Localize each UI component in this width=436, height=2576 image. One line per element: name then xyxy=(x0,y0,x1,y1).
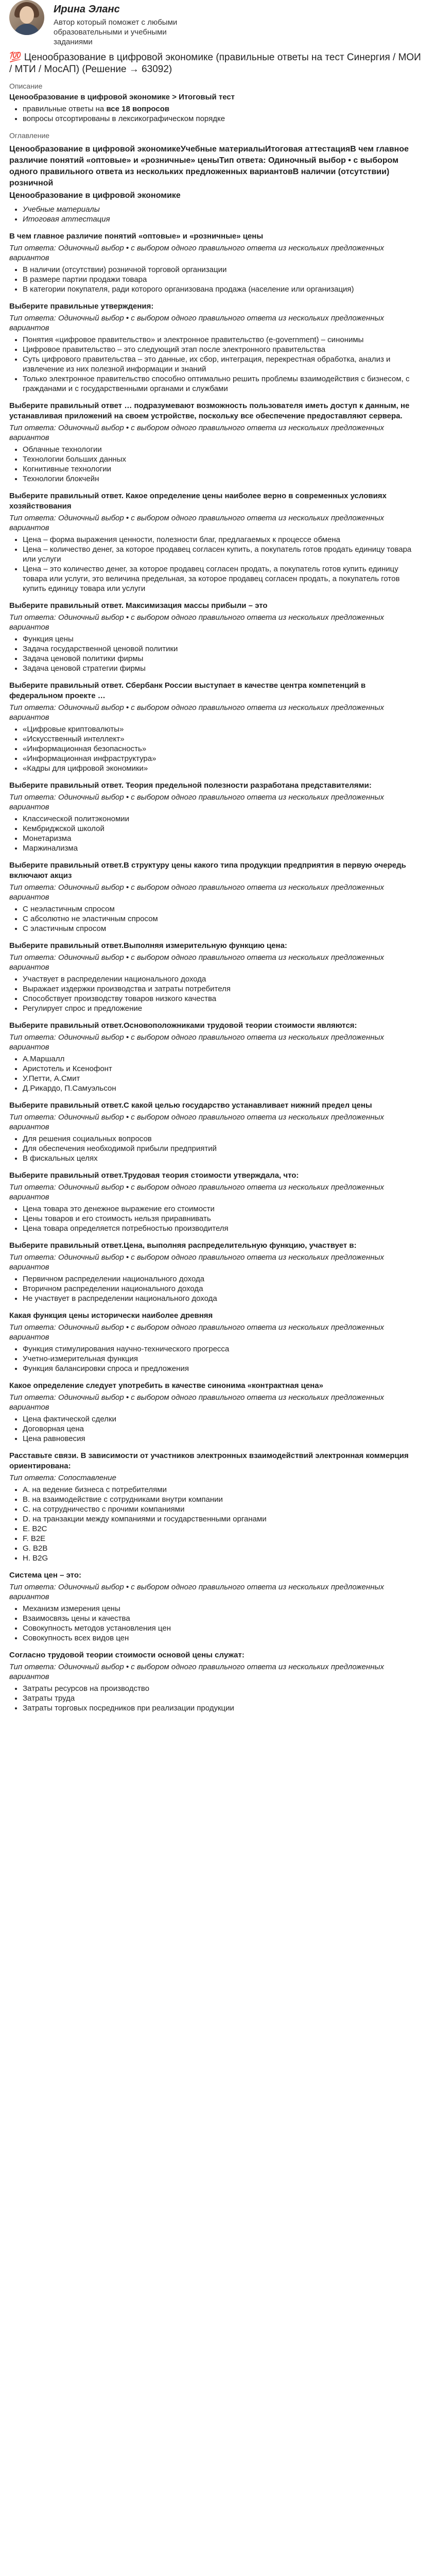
answer-type: Тип ответа: Одиночный выбор • с выбором одного правильного ответа из нескольких предложенных вариантов xyxy=(9,883,385,902)
answer-type: Тип ответа: Одиночный выбор • с выбором одного правильного ответа из нескольких предложенных вариантов xyxy=(9,244,385,262)
answer-option: • Монетаризма xyxy=(23,834,421,843)
answer-option: • Первичном распределении национального дохода xyxy=(23,1274,421,1284)
options-list xyxy=(9,265,421,294)
summary-item: • правильные ответы на все 18 вопросов xyxy=(23,104,421,114)
answer-type: Тип ответа: Одиночный выбор • с выбором одного правильного ответа из нескольких предложенных вариантов xyxy=(9,1393,385,1412)
answer-option: • Цена – это количество денег, за которое продавец согласен продать, а покупатель готов купить единицу товара или услуги, это величина предельная, за которое продавец согласен продать, а покупатель готов купить единицу товара или услуги xyxy=(23,564,421,594)
answer-option: • Технологии блокчейн xyxy=(23,474,421,484)
question-title: Система цен – это: xyxy=(9,1571,81,1580)
answer-option: • Совокупность методов установления цен xyxy=(23,1623,421,1633)
test-path: Ценообразование в цифровой экономике > Итоговый тест xyxy=(9,93,235,101)
question-title: Выберите правильный ответ. Сбербанк России выступает в качестве центра компетенций в федеральном проекте … xyxy=(9,681,366,700)
options-list xyxy=(9,335,421,394)
options-list xyxy=(9,535,421,594)
options-list xyxy=(9,904,421,934)
answer-option: • Д.Рикардо, П.Самуэльсон xyxy=(23,1083,421,1093)
answer-option: • Аристотель и Ксенофонт xyxy=(23,1064,421,1074)
answer-option: • С неэластичным спросом xyxy=(23,904,421,914)
question-block xyxy=(9,1570,421,1643)
question-block xyxy=(9,781,421,853)
question-title: Какая функция цены исторически наиболее древняя xyxy=(9,1311,213,1320)
question-title: Выберите правильный ответ … подразумевают возможность пользователя иметь доступ к данным, не устанавливая приложений на своем устройстве, поскольку все обеспечение предоставляют сервера. xyxy=(9,401,410,420)
question-title: Выберите правильный ответ.Выполняя измерительную функцию цена: xyxy=(9,941,287,950)
question-block xyxy=(9,1451,421,1563)
question-title: Согласно трудовой теории стоимости основой цены служат: xyxy=(9,1651,245,1659)
answer-option: • А.Маршалл xyxy=(23,1054,421,1064)
answer-type: Тип ответа: Одиночный выбор • с выбором одного правильного ответа из нескольких предложенных вариантов xyxy=(9,1323,385,1342)
answer-option: • Цены товаров и его стоимость нельзя приравнивать xyxy=(23,1214,421,1224)
question-block xyxy=(9,1021,421,1093)
options-list xyxy=(9,1134,421,1163)
answer-option: • У.Петти, А.Смит xyxy=(23,1074,421,1083)
answer-option: • В размере партии продажи товара xyxy=(23,275,421,284)
answer-type: Тип ответа: Одиночный выбор • с выбором одного правильного ответа из нескольких предложенных вариантов xyxy=(9,1253,385,1272)
answer-option: • «Информационная безопасность» xyxy=(23,744,421,754)
answer-option: • Цена – количество денег, за которое продавец согласен купить, а покупатель готов продать единицу товара или услуги xyxy=(23,545,421,564)
answer-option: • Не участвует в распределении национального дохода xyxy=(23,1294,421,1303)
answer-option: • Участвует в распределении национального дохода xyxy=(23,974,421,984)
answer-option: • Маржинализма xyxy=(23,843,421,853)
answer-option: • Регулирует спрос и предложение xyxy=(23,1004,421,1013)
answer-option: • Цена товара определяется потребностью производителя xyxy=(23,1224,421,1233)
answer-type: Тип ответа: Сопоставление xyxy=(9,1473,116,1482)
options-list xyxy=(9,1414,421,1444)
question-title: Выберите правильный ответ. Максимизация массы прибыли – это xyxy=(9,601,268,610)
answer-option: • Когнитивные технологии xyxy=(23,464,421,474)
answer-type: Тип ответа: Одиночный выбор • с выбором одного правильного ответа из нескольких предложенных вариантов xyxy=(9,514,385,532)
answer-option: • B. на взаимодействие с сотрудниками внутри компании xyxy=(23,1495,421,1504)
question-block xyxy=(9,1381,421,1444)
answer-option: • D. на транзакции между компаниями и государственными органами xyxy=(23,1514,421,1524)
answer-type: Тип ответа: Одиночный выбор • с выбором одного правильного ответа из нескольких предложенных вариантов xyxy=(9,423,385,442)
question-block xyxy=(9,301,421,394)
answer-option: • «Искусственный интеллект» xyxy=(23,734,421,744)
author-description: Автор который поможет с любыми образовательными и учебными заданиями xyxy=(54,18,178,46)
question-block xyxy=(9,401,421,484)
page-title: 💯 Ценообразование в цифровой экономике (правильные ответы на тест Синергия / МОИ / МТИ / МосАП) (Решение → 63092) xyxy=(9,52,421,75)
question-title: Выберите правильный ответ.Трудовая теория стоимости утверждала, что: xyxy=(9,1171,299,1180)
answer-option: • Цена равновесия xyxy=(23,1434,421,1444)
answer-option: • Суть цифрового правительства – это данные, их сбор, интеграция, перекрестная обработка, анализ и извлечение из них полезной информации и знаний xyxy=(23,354,421,374)
answer-option: • Вторичном распределении национального дохода xyxy=(23,1284,421,1294)
question-title: Выберите правильный ответ. Теория предельной полезности разработана представителями: xyxy=(9,781,372,790)
answer-type: Тип ответа: Одиночный выбор • с выбором одного правильного ответа из нескольких предложенных вариантов xyxy=(9,1583,385,1601)
author-avatar[interactable] xyxy=(9,0,44,35)
toc-title[interactable]: Ценообразование в цифровой экономикеУчебные материалыИтоговая аттестацияВ чем главное различие понятий «оптовые» и «розничные» ценыТип ответа: Одиночный выбор • с выбором одного правильного ответа из нескольких предложенных вариантовВ наличии (отсутствии) розничной xyxy=(9,145,409,188)
answer-option: • Классической политэкономии xyxy=(23,814,421,824)
answer-option: • Задача ценовой стратегии фирмы xyxy=(23,664,421,673)
answer-option: • В фискальных целях xyxy=(23,1154,421,1163)
question-title: В чем главное различие понятий «оптовые» и «розничные» цены xyxy=(9,232,264,241)
answer-option: • «Кадры для цифровой экономики» xyxy=(23,764,421,773)
answer-option: • G. B2B xyxy=(23,1544,421,1553)
answer-option: • Затраты труда xyxy=(23,1693,421,1703)
question-block xyxy=(9,681,421,773)
question-block xyxy=(9,941,421,1013)
question-block xyxy=(9,491,421,594)
answer-option: • Цена фактической сделки xyxy=(23,1414,421,1424)
answer-option: • Цена товара это денежное выражение его стоимости xyxy=(23,1204,421,1214)
answer-option: • Выражает издержки производства и затраты потребителя xyxy=(23,984,421,994)
options-list xyxy=(9,1204,421,1233)
answer-option: • Понятия «цифровое правительство» и электронное правительство (e-government) – синонимы xyxy=(23,335,421,345)
options-list xyxy=(9,1485,421,1563)
toc-list xyxy=(9,205,421,224)
options-list xyxy=(9,1604,421,1643)
answer-option: • Задача государственной ценовой политики xyxy=(23,644,421,654)
answer-option: • H. B2G xyxy=(23,1553,421,1563)
answer-option: • E. B2C xyxy=(23,1524,421,1534)
author-card xyxy=(9,0,421,46)
answer-type: Тип ответа: Одиночный выбор • с выбором одного правильного ответа из нескольких предложенных вариантов xyxy=(9,703,385,722)
answer-type: Тип ответа: Одиночный выбор • с выбором одного правильного ответа из нескольких предложенных вариантов xyxy=(9,1663,385,1681)
options-list xyxy=(9,814,421,853)
answer-option: • Функция цены xyxy=(23,634,421,644)
question-block xyxy=(9,601,421,673)
answer-option: • Цифровое правительство – это следующий этап после электронного правительства xyxy=(23,345,421,354)
answer-option: • С абсолютно не эластичным спросом xyxy=(23,914,421,924)
answer-option: • Технологии больших данных xyxy=(23,454,421,464)
question-block xyxy=(9,1650,421,1713)
answer-option: • «Цифровые криптовалюты» xyxy=(23,724,421,734)
question-block xyxy=(9,1100,421,1163)
answer-option: • Облачные технологии xyxy=(23,445,421,454)
question-title: Выберите правильный ответ. Какое определение цены наиболее верно в современных условиях хозяйствования xyxy=(9,492,387,511)
answer-option: • A. на ведение бизнеса с потребителями xyxy=(23,1485,421,1495)
answer-option: • Договорная цена xyxy=(23,1424,421,1434)
answer-option: • «Информационная инфраструктура» xyxy=(23,754,421,764)
options-list xyxy=(9,1344,421,1374)
answer-option: • Затраты торговых посредников при реализации продукции xyxy=(23,1703,421,1713)
answer-option: • Взаимосвязь цены и качества xyxy=(23,1614,421,1623)
answer-option: • Для обеспечения необходимой прибыли предприятий xyxy=(23,1144,421,1154)
answer-type: Тип ответа: Одиночный выбор • с выбором одного правильного ответа из нескольких предложенных вариантов xyxy=(9,793,385,811)
description-label: Описание xyxy=(9,82,43,90)
summary-list xyxy=(9,104,421,124)
question-block xyxy=(9,231,421,294)
options-list xyxy=(9,445,421,484)
question-block xyxy=(9,860,421,934)
answer-type: Тип ответа: Одиночный выбор • с выбором одного правильного ответа из нескольких предложенных вариантов xyxy=(9,314,385,332)
toc-item[interactable]: • Итоговая аттестация xyxy=(23,214,421,224)
answer-type: Тип ответа: Одиночный выбор • с выбором одного правильного ответа из нескольких предложенных вариантов xyxy=(9,953,385,972)
question-title: Какое определение следует употребить в качестве синонима «контрактная цена» xyxy=(9,1381,323,1390)
toc-heading[interactable]: Ценообразование в цифровой экономике xyxy=(9,191,181,200)
answer-option: • C. на сотрудничество с прочими компаниями xyxy=(23,1504,421,1514)
answer-option: • Функция стимулирования научно-технического прогресса xyxy=(23,1344,421,1354)
answer-option: • Только электронное правительство способно оптимально решить проблемы взаимодействия с бизнесом, с гражданами и с государственными органами и службами xyxy=(23,374,421,394)
options-list xyxy=(9,634,421,673)
question-title: Выберите правильный ответ.С какой целью государство устанавливает нижний предел цены xyxy=(9,1101,372,1110)
answer-type: Тип ответа: Одиночный выбор • с выбором одного правильного ответа из нескольких предложенных вариантов xyxy=(9,1113,385,1131)
answer-option: • F. B2E xyxy=(23,1534,421,1544)
answer-type: Тип ответа: Одиночный выбор • с выбором одного правильного ответа из нескольких предложенных вариантов xyxy=(9,613,385,632)
toc-item[interactable]: • Учебные материалы xyxy=(23,205,421,214)
options-list xyxy=(9,1274,421,1303)
answer-option: • Цена – форма выражения ценности, полезности благ, предлагаемых к процессе обмена xyxy=(23,535,421,545)
answer-option: • Способствует производству товаров низкого качества xyxy=(23,994,421,1004)
answer-option: • В категории покупателя, ради которого организована продажа (население или организация) xyxy=(23,284,421,294)
question-block xyxy=(9,1241,421,1303)
answer-option: • Затраты ресурсов на производство xyxy=(23,1684,421,1693)
answer-option: • Задача ценовой политики фирмы xyxy=(23,654,421,664)
author-name[interactable]: Ирина Эланс xyxy=(54,4,120,15)
options-list xyxy=(9,1054,421,1093)
toc-label: Оглавление xyxy=(9,131,50,140)
summary-item: • вопросы отсортированы в лексикографическом порядке xyxy=(23,114,421,124)
answer-option: • Функция балансировки спроса и предложения xyxy=(23,1364,421,1374)
answer-option: • С эластичным спросом xyxy=(23,924,421,934)
answer-option: • Кембриджской школой xyxy=(23,824,421,834)
question-title: Выберите правильный ответ.Цена, выполняя распределительную функцию, участвует в: xyxy=(9,1241,357,1250)
question-title: Выберите правильный ответ.Основоположниками трудовой теории стоимости являются: xyxy=(9,1021,357,1030)
answer-option: • Для решения социальных вопросов xyxy=(23,1134,421,1144)
answer-type: Тип ответа: Одиночный выбор • с выбором одного правильного ответа из нескольких предложенных вариантов xyxy=(9,1033,385,1052)
answer-option: • В наличии (отсутствии) розничной торговой организации xyxy=(23,265,421,275)
options-list xyxy=(9,974,421,1013)
question-title: Выберите правильные утверждения: xyxy=(9,302,154,311)
answer-option: • Механизм измерения цены xyxy=(23,1604,421,1614)
question-block xyxy=(9,1171,421,1233)
question-title: Выберите правильный ответ.В структуру цены какого типа продукции предприятия в первую очередь включают акциз xyxy=(9,861,406,880)
answer-type: Тип ответа: Одиночный выбор • с выбором одного правильного ответа из нескольких предложенных вариантов xyxy=(9,1183,385,1201)
answer-option: • Учетно-измерительная функция xyxy=(23,1354,421,1364)
questions-list xyxy=(9,231,421,1713)
options-list xyxy=(9,1684,421,1713)
question-title: Расставьте связи. В зависимости от участников электронных взаимодействий электронная коммерция ориентирована: xyxy=(9,1451,409,1470)
answer-option: • Совокупность всех видов цен xyxy=(23,1633,421,1643)
question-block xyxy=(9,1311,421,1374)
options-list xyxy=(9,724,421,773)
